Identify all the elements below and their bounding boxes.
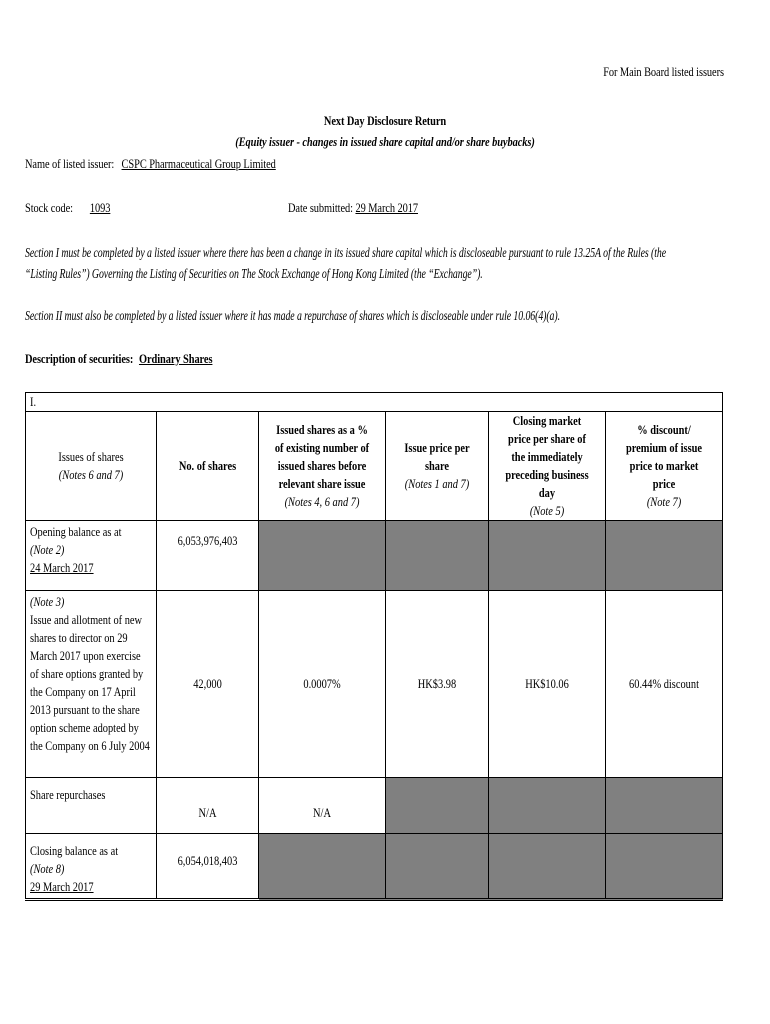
table-row [26,591,723,778]
section-label-row [26,393,723,412]
closing-balance-shares: 6,054,018,403 [157,834,259,900]
page-subtitle: (Equity issuer - changes in issued share capital and/or share buybacks) [235,134,535,149]
closing-balance-desc: Closing balance as at (Note 8) 29 March 2017 [26,834,157,900]
gray-cell [606,521,723,591]
gray-cell [489,778,606,834]
share-repurchases-shares: N/A [157,778,259,834]
opening-balance-desc: Opening balance as at (Note 2) 24 March 2017 [26,521,157,591]
issue-allotment-closing: HK$10.06 [489,591,606,778]
page-title: Next Day Disclosure Return [323,113,447,128]
section2-instruction: Section II must also be completed by a listed issuer where it has made a repurchase of shares which is discloseable under rule 10.06(4)(a). [25,308,560,323]
gray-cell [259,834,386,900]
gray-cell [386,834,489,900]
board-note: For Main Board listed issuers [603,64,724,79]
share-repurchases-pct: N/A [259,778,386,834]
date-submitted-label: Date submitted: [288,200,353,215]
table-row [26,778,723,834]
description-row [25,351,212,367]
section1-instruction-line2: “Listing Rules”) Governing the Listing of Securities on The Stock Exchange of Hong Kong Limited (the “Exchange”). [25,266,483,281]
issue-allotment-desc: (Note 3) Issue and allotment of new shares to director on 29 March 2017 upon exercise of share options granted by the Company on 17 April 2013 pursuant to the share option scheme adopted by the Company on 6 July 2004 [26,591,157,778]
issuer-name-label: Name of listed issuer: [25,156,115,171]
header-no-of-shares: No. of shares [157,412,259,521]
issuer-name-row [25,156,287,172]
issue-allotment-shares: 42,000 [157,591,259,778]
date-submitted-value: 29 March 2017 [355,200,418,215]
issue-allotment-price: HK$3.98 [386,591,489,778]
table-row [26,834,723,900]
gray-cell [489,834,606,900]
table-row [26,521,723,591]
section-label: I. [26,393,723,412]
gray-cell [606,834,723,900]
gray-cell [259,521,386,591]
issue-allotment-discount: 60.44% discount [606,591,723,778]
gray-cell [489,521,606,591]
header-issue-price: Issue price per share (Notes 1 and 7) [386,412,489,521]
description-value: Ordinary Shares [138,351,213,366]
stock-code-label: Stock code: [25,200,73,215]
issue-allotment-pct: 0.0007% [259,591,386,778]
date-submitted-row [288,200,418,216]
gray-cell [386,778,489,834]
gray-cell [606,778,723,834]
section1-instruction-line1: Section I must be completed by a listed issuer where there has been a change in its issued share capital which is discloseable pursuant to rule 13.25A of the Rules (the [25,245,666,260]
table-header-row [26,412,723,521]
share-repurchases-desc: Share repurchases [26,778,157,834]
header-closing-price: Closing market price per share of the immediately preceding business day (Note 5) [489,412,606,521]
gray-cell [386,521,489,591]
header-discount: % discount/ premium of issue price to market price (Note 7) [606,412,723,521]
issuer-name-value: CSPC Pharmaceutical Group Limited [121,156,276,171]
stock-code-row [25,200,122,216]
opening-balance-shares: 6,053,976,403 [157,521,259,591]
header-issued-pct: Issued shares as a % of existing number of issued shares before relevant share issue (Notes 4, 6 and 7) [259,412,386,521]
stock-code-value: 1093 [89,200,111,215]
share-capital-table [25,392,723,901]
header-issues-of-shares: Issues of shares (Notes 6 and 7) [26,412,157,521]
description-label: Description of securities: [25,351,134,366]
